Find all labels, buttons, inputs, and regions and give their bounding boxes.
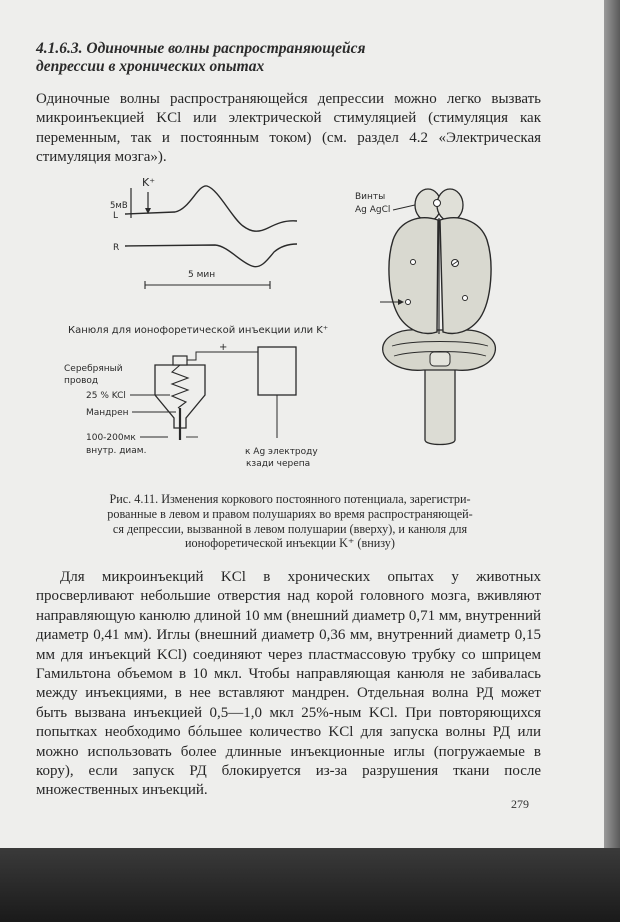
trace-right [125,244,297,267]
rat-brain-drawing [355,189,495,445]
kcl-label: 25 % KCl [86,391,126,401]
body-paragraph: Для микроинъекций KCl в хронических опытах у животных просверливают небольшие отверстия над корой головного мозга, вживляют направляющую канюлю длиной 10 мм (внешний диаметр 0,71 мм, внутренний диаметр 0,41 мм). Иглы (внешний диаметр 0,36 мм, внутренний диаметр 0,15 мм для инъекций KCl) соединяют через пластмассовую трубку со шприцем Гамильтона объемом в 10 мкл. Чтобы направляющая канюля не забивалась между инъекциями, в нее вставляют мандрен. Отдельная волна РД может быть вызвана инъекцией 0,5—1,0 мкл 25%-ным KCl. При повторяющихся попытках необходимо бóльшее количество KCl для запуска волны РД или можно использовать более длинные инъекционные иглы (погружаемые в кору), если запуск РД блокируется из-за разрушения ткани после множественных инъекций. [36,569,541,799]
caption-line-4: ионофоретической инъекции K⁺ (внизу) [185,536,395,551]
scan-background [0,848,620,922]
page-number: 279 [511,797,529,811]
caption-line-3: ся депрессии, вызванной в левом полушарии (вверху), и канюля для [112,521,468,536]
k-plus-label: K⁺ [142,176,156,189]
trace-left [125,186,297,231]
figure-caption [66,492,514,551]
screw-left-rear [406,300,411,305]
plus-sign: + [219,342,228,353]
vermis [430,352,450,366]
diameter-label-2: внутр. диам. [86,446,147,456]
olfactory-bulb-right [437,189,463,221]
dc-potential-traces [110,176,297,289]
book-spine-edge [604,0,620,860]
silver-wire-label-2: провод [64,376,99,386]
trace-r-label: R [113,243,120,253]
current-source [258,347,296,395]
screw-left-front [411,260,416,265]
electrode-label-1: к Ag электроду [245,447,318,457]
screws-label-1: Винты [355,192,386,202]
silver-wire-label-1: Серебряный [64,364,123,374]
cannula-title: Канюля для ионофоретической инъекции или K⁺ [68,325,329,336]
wire-to-source [187,352,258,360]
cannula-cap [173,356,187,365]
screw-anterior [434,200,441,207]
silver-wire-coil [172,365,188,408]
diameter-label-1: 100-200мк [86,433,136,443]
scale-label: 5мВ [110,201,128,211]
right-hemisphere [440,218,491,334]
caption-line-1: Рис. 4.11. Изменения коркового постоянного потенциала, зарегистри- [109,492,471,506]
screw-right-rear [463,296,468,301]
heading-line-2: депрессии в хронических опытах [36,58,265,75]
time-label: 5 мин [188,270,216,280]
electrode-label-2: кзади черепа [246,459,311,469]
cannula-schematic [64,325,328,469]
trace-l-label: L [113,211,119,221]
intro-paragraph: Одиночные волны распространяющейся депрессии можно легко вызвать микроинъекцией KCl или электрической стимуляцией (стимуляция как переменным, так и постоянным током) (см. раздел 4.2 «Электрическая стимуляция мозга»). [36,91,541,166]
left-hemisphere [389,218,438,334]
brainstem [425,365,455,445]
stylet-label: Мандрен [86,408,129,418]
heading-line-1: 4.1.6.3. Одиночные волны распространяющейся [36,40,366,57]
screws-label-2: Ag AgCl [355,205,391,215]
caption-line-2: рованные в левом и правом полушариях во время распространяющей- [107,506,473,521]
